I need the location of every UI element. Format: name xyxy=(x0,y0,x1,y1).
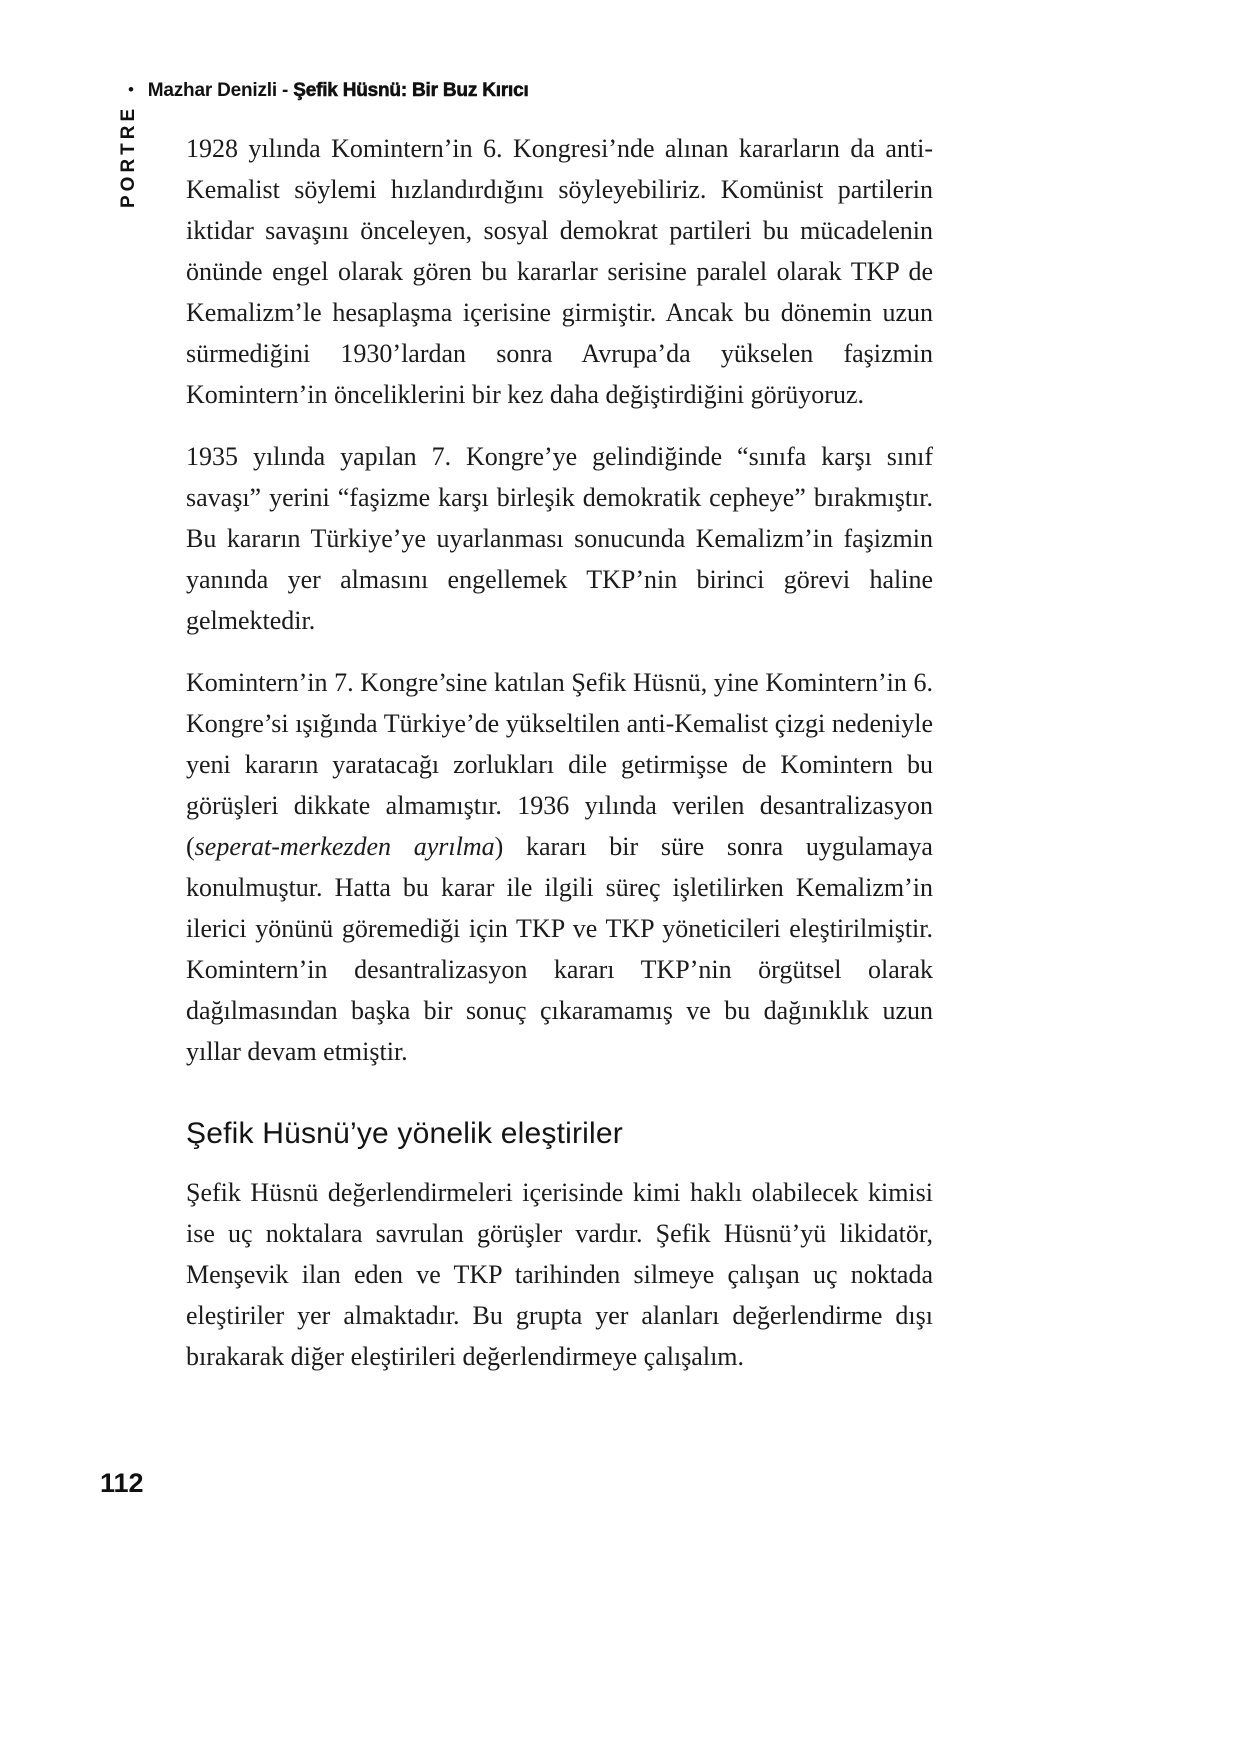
header-book-title: Şefik Hüsnü: Bir Buz Kırıcı xyxy=(293,80,529,101)
paragraph-3 xyxy=(186,662,933,1072)
paragraph-3-text: Komintern’in 7. Kongre’sine katılan Şefik Hüsnü, yine Komintern’in 6. Kongre’si ışığında Türkiye’de yükseltilen anti-Kemalist çizgi nedeniyle yeni kararın yaratacağı zorlukları dile getirmişse de Komintern bu görüşleri dikkate almamıştır. 1936 yılında verilen desantralizasyon ( xyxy=(186,668,933,861)
section-label-portre: PORTRE xyxy=(118,104,139,208)
paragraph-2: 1935 yılında yapılan 7. Kongre’ye gelindiğinde “sınıfa karşı sınıf savaşı” yerini “faşizme karşı birleşik demokratik cepheye” bırakmıştır. Bu kararın Türkiye’ye uyarlanması sonucunda Kemalizm’in faşizmin yanında yer almasını engellemek TKP’nin birinci görevi haline gelmektedir. xyxy=(186,442,933,635)
paragraph-3-text-continued: ) kararı bir süre sonra uygulamaya konulmuştur. Hatta bu karar ile ilgili süreç işletilirken Kemalizm’in ilerici yönünü göremediği için TKP ve TKP yöneticileri eleştirilmiştir. Komintern’in desantralizasyon kararı TKP’nin örgütsel olarak dağılmasından başka bir sonuç çıkaramamış ve bu dağınıklık uzun yıllar devam etmiştir. xyxy=(186,832,933,1066)
page-number: 112 xyxy=(100,1468,144,1498)
header-bullet-icon: • xyxy=(128,80,134,99)
section-subheading: Şefik Hüsnü’ye yönelik eleştiriler xyxy=(186,1117,623,1150)
paragraph-4: Şefik Hüsnü değerlendirmeleri içerisinde kimi haklı olabilecek kimisi ise uç noktalara savrulan görüşler vardır. Şefik Hüsnü’yü likidatör, Menşevik ilan eden ve TKP tarihinden silmeye çalışan uç noktada eleştiriler yer almaktadır. Bu grupta yer alanları değerlendirme dışı bırakarak diğer eleştirileri değerlendirmeye çalışalım. xyxy=(186,1178,933,1371)
paragraph-3-italic-term: seperat-merkezden ayrılma xyxy=(194,832,495,861)
paragraph-1: 1928 yılında Komintern’in 6. Kongresi’nde alınan kararların da anti-Kemalist söylemi hızlandırdığını söyleyebiliriz. Komünist partilerin iktidar savaşını önceleyen, sosyal demokrat partileri bu mücadelenin önünde engel olarak gören bu kararlar serisine paralel olarak TKP de Kemalizm’le hesaplaşma içerisine girmiştir. Ancak bu dönemin uzun sürmediğini 1930’lardan sonra Avrupa’da yükselen faşizmin Komintern’in önceliklerini bir kez daha değiştirdiğini görüyoruz. xyxy=(186,134,933,409)
running-header xyxy=(128,80,529,102)
body-text-column xyxy=(186,128,933,1377)
header-author: Mazhar Denizli - xyxy=(147,80,294,101)
